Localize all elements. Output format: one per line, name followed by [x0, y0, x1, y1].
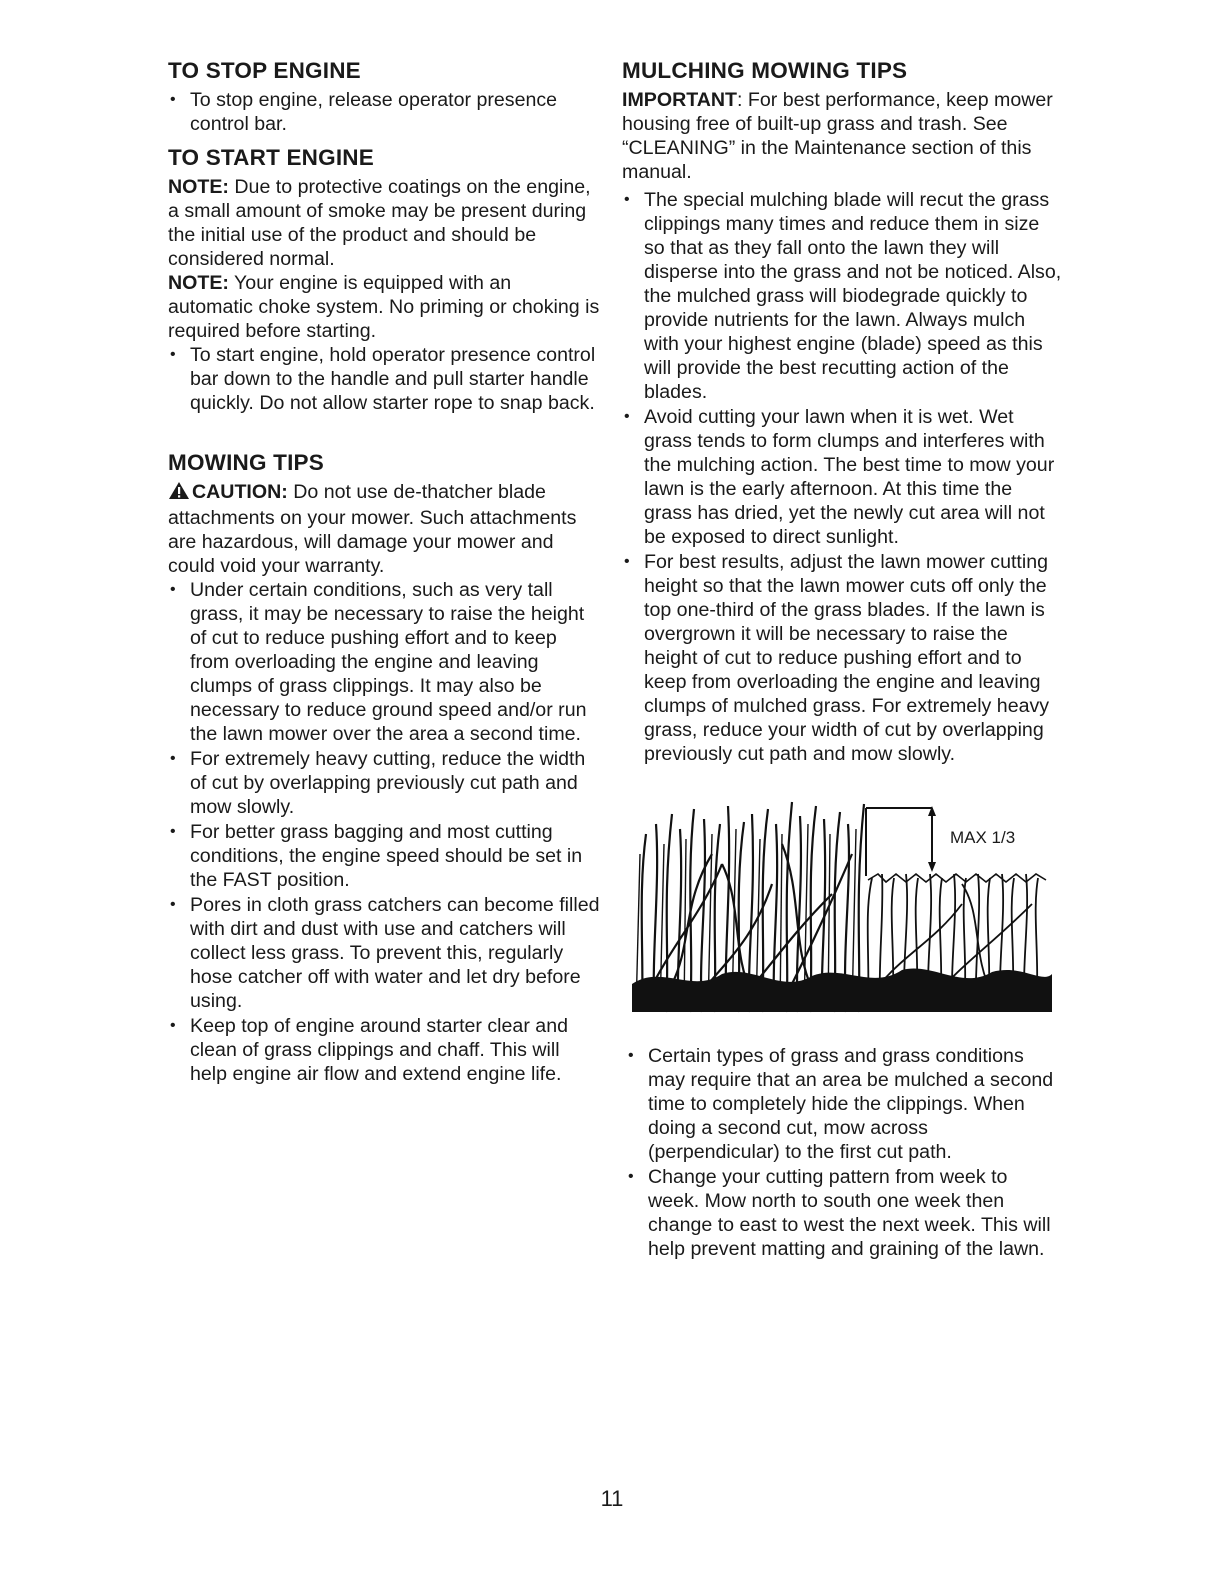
mowing-tips-heading: MOWING TIPS [168, 450, 324, 475]
mulching-tips-list-continued [622, 1044, 1062, 1261]
grass-illustration-svg [632, 794, 1052, 1014]
start-engine-heading: TO START ENGINE [168, 145, 374, 170]
warning-triangle-icon [168, 481, 190, 506]
list-item: • For extremely heavy cutting, reduce the width of cut by overlapping previously cut path and mow slowly. [168, 747, 600, 819]
list-item: • For better grass bagging and most cutting conditions, the engine speed should be set in the FAST position. [168, 820, 600, 892]
list-item: • To start engine, hold operator presence control bar down to the handle and pull starter handle quickly. Do not allow starter rope to snap back. [168, 343, 600, 415]
stop-engine-heading: TO STOP ENGINE [168, 58, 361, 83]
page-number: 11 [600, 1486, 624, 1511]
important-paragraph [622, 88, 1062, 184]
note-label: NOTE: [168, 272, 229, 294]
list-item: • Under certain conditions, such as very tall grass, it may be necessary to raise the height of cut to reduce pushing effort and to keep from overloading the engine and leaving clumps of grass clippings. It may also be necessary to reduce ground speed and/or run the lawn mower over the area a second time. [168, 578, 600, 746]
note-paragraph [168, 175, 600, 271]
important-label: IMPORTANT [622, 89, 738, 111]
list-item: • Pores in cloth grass catchers can become filled with dirt and dust with use and catchers will collect less grass. To prevent this, regularly hose catcher off with water and let dry before using. [168, 893, 600, 1013]
note-text: Your engine is equipped with an automatic choke system. No priming or choking is required before starting. [168, 272, 600, 342]
mulching-tips-list [622, 188, 1062, 766]
mowing-tips-list [168, 578, 600, 1086]
start-engine-list [168, 343, 600, 415]
right-column [622, 58, 1062, 1262]
stop-engine-list [168, 88, 600, 136]
list-item: • Certain types of grass and grass conditions may require that an area be mulched a second time to completely hide the clippings. When doing a second cut, mow across (perpendicular) to the first cut path. [626, 1044, 1062, 1164]
note-text: Due to protective coatings on the engine, a small amount of smoke may be present during the initial use of the product and should be considered normal. [168, 176, 591, 270]
important-text: : For best performance, keep mower housing free of built-up grass and trash. See “CLEANING” in the Maintenance section of this manual. [622, 89, 1053, 183]
list-item: • Keep top of engine around starter clear and clean of grass clippings and chaff. This will help engine air flow and extend engine life. [168, 1014, 600, 1086]
note-label: NOTE: [168, 176, 229, 198]
list-item: • To stop engine, release operator presence control bar. [168, 88, 600, 136]
note-paragraph [168, 271, 600, 343]
caution-text: Do not use de-thatcher blade attachments on your mower. Such attachments are hazardous, will damage your mower and could void your warranty. [168, 481, 577, 577]
grass-height-illustration [632, 794, 1052, 1014]
list-item: • The special mulching blade will recut the grass clippings many times and reduce them in size so that as they fall onto the lawn they will disperse into the grass and not be noticed. Also, the mulched grass will biodegrade quickly to provide nutrients for the lawn. Always mulch with your highest engine (blade) speed as this will provide the best recutting action of the blades. [622, 188, 1062, 404]
list-item: • Change your cutting pattern from week to week. Mow north to south one week then change to east to west the next week. This will help prevent matting and graining of the lawn. [626, 1165, 1062, 1261]
caution-label: CAUTION: [192, 481, 288, 503]
max-cut-label: MAX 1/3 [950, 828, 1016, 847]
list-item: • Avoid cutting your lawn when it is wet. Wet grass tends to form clumps and interferes with the mulching action. The best time to mow your lawn is the early afternoon. At this time the grass has dried, yet the newly cut area will not be exposed to direct sunlight. [622, 405, 1062, 549]
left-column [168, 58, 600, 1087]
list-item: • For best results, adjust the lawn mower cutting height so that the lawn mower cuts off only the top one-third of the grass blades. If the lawn is overgrown it will be necessary to raise the height of cut to reduce pushing effort and to keep from overloading the engine and leaving clumps of mulched grass. For extremely heavy grass, reduce your width of cut by overlapping previously cut path and mow slowly. [622, 550, 1062, 766]
caution-paragraph [168, 480, 600, 578]
mulching-tips-heading: MULCHING MOWING TIPS [622, 58, 908, 83]
